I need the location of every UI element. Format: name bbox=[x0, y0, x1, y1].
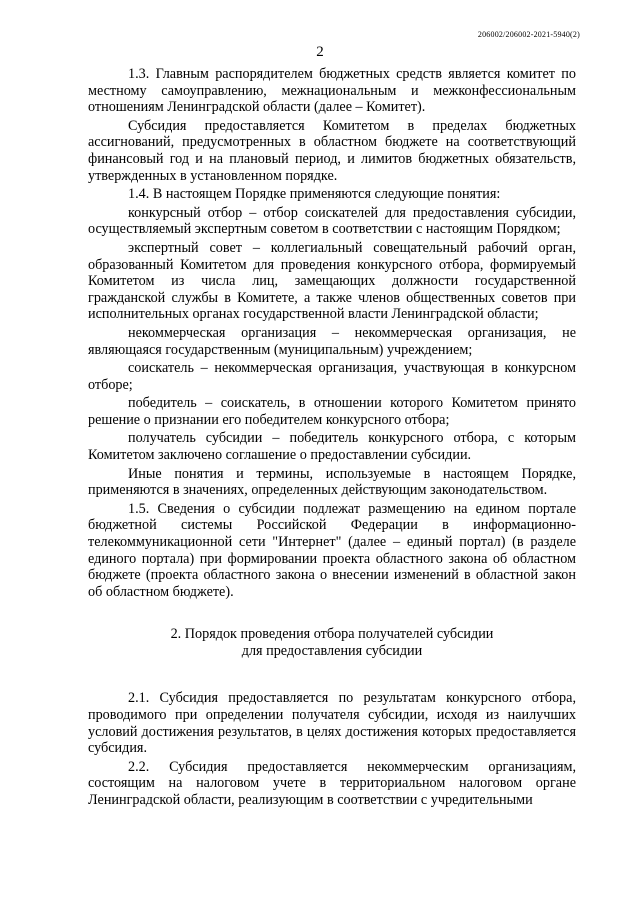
paragraph: 1.5. Сведения о субсидии подлежат размещению на едином портале бюджетной системы Российской Федерации в информационно-телекоммуникационной сети "Интернет" (далее – единый портал) (в разделе единого портала) при формировании проекта областного закона об областном бюджете (проекта областного закона о внесении изменений в областной закон об областном бюджете). bbox=[88, 500, 576, 600]
paragraph: Субсидия предоставляется Комитетом в пределах бюджетных ассигнований, предусмотренных в областном бюджете на соответствующий финансовый год и на плановый период, и лимитов бюджетных обязательств, утвержденных в установленном порядке. bbox=[88, 117, 576, 184]
paragraph: 2.1. Субсидия предоставляется по результатам конкурсного отбора, проводимого при определении получателя субсидии, исходя из наилучших условий достижения результатов, в целях достижения которых предоставляется субсидия. bbox=[88, 690, 576, 757]
document-id: 206002/206002-2021-5940(2) bbox=[477, 30, 580, 39]
paragraph: 1.3. Главным распорядителем бюджетных средств является комитет по местному самоуправлению, межнациональным и межконфессиональным отношениям Ленинградской области (далее – Комитет). bbox=[88, 66, 576, 116]
section-heading-line1: 2. Порядок проведения отбора получателей субсидии bbox=[170, 626, 494, 643]
paragraph: Иные понятия и термины, используемые в настоящем Порядке, применяются в значениях, определенных действующим законодательством. bbox=[88, 465, 576, 499]
paragraph: экспертный совет – коллегиальный совещательный рабочий орган, образованный Комитетом для проведения конкурсного отбора, формируемый Комитетом из числа лиц, замещающих должности государственной гражданской службы в Комитете, а также членов общественных советов при исполнительных органах государственной власти Ленинградской области; bbox=[88, 239, 576, 323]
section-heading-line2: для предоставления субсидии bbox=[241, 643, 423, 660]
paragraph: некоммерческая организация – некоммерческая организация, не являющаяся государственным (муниципальным) учреждением; bbox=[88, 324, 576, 358]
paragraph: 2.2. Субсидия предоставляется некоммерческим организациям, состоящим на налоговом учете в территориальном налоговом органе Ленинградской области, реализующим в соответствии с учредительными bbox=[88, 758, 576, 808]
section-heading bbox=[88, 626, 576, 660]
paragraph: соискатель – некоммерческая организация, участвующая в конкурсном отборе; bbox=[88, 360, 576, 393]
page-number: 2 bbox=[316, 44, 324, 60]
paragraph: получатель субсидии – победитель конкурсного отбора, с которым Комитетом заключено соглашение о предоставлении субсидии. bbox=[88, 430, 576, 464]
document-body bbox=[88, 66, 576, 811]
paragraph: 1.4. В настоящем Порядке применяются следующие понятия: bbox=[128, 186, 501, 203]
paragraph: конкурсный отбор – отбор соискателей для предоставления субсидии, осуществляемый экспертным советом в соответствии с настоящим Порядком; bbox=[88, 204, 576, 238]
paragraph: победитель – соискатель, в отношении которого Комитетом принято решение о признании его победителем конкурсного отбора; bbox=[88, 395, 576, 428]
